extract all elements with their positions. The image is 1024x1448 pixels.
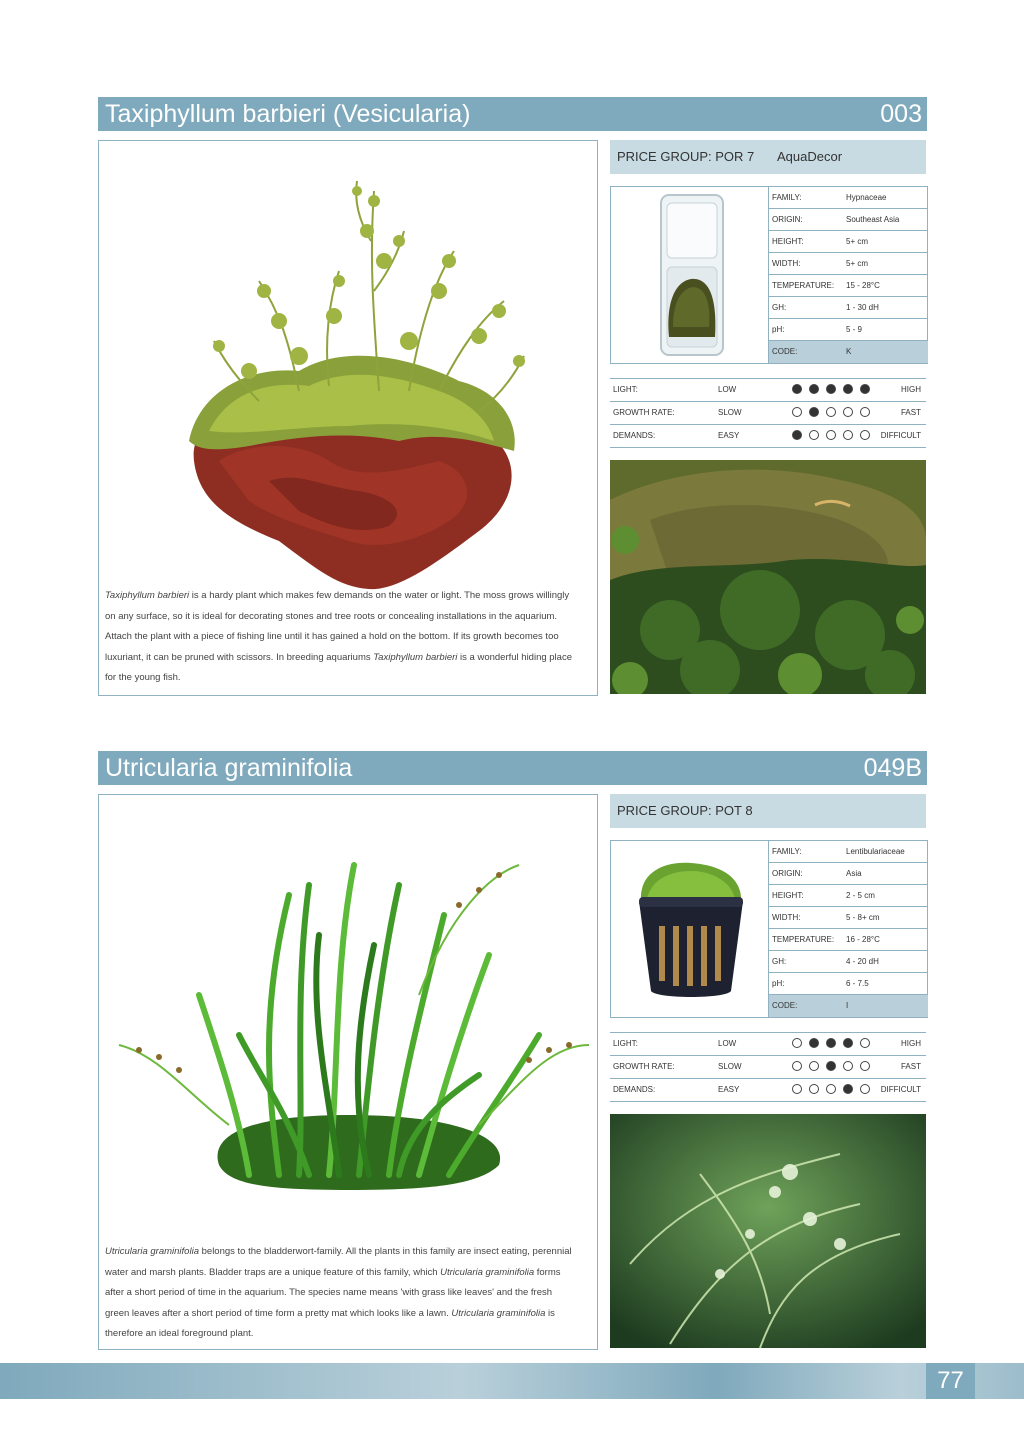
price-group-bar bbox=[610, 794, 926, 828]
rating-dot-empty bbox=[826, 430, 836, 440]
aquarium-photo-moss bbox=[610, 460, 926, 694]
rating-growth-rate: GROWTH RATE: SLOW FAST bbox=[610, 402, 926, 425]
rating-dot-filled bbox=[826, 1038, 836, 1048]
spec-row: TEMPERATURE: 16 - 28°C bbox=[769, 929, 928, 951]
rating-dot-empty bbox=[860, 1061, 870, 1071]
rating-dot-empty bbox=[860, 1084, 870, 1094]
spec-row: WIDTH: 5 - 8+ cm bbox=[769, 907, 928, 929]
moss-container-photo bbox=[611, 187, 768, 363]
rating-dot-filled bbox=[809, 384, 819, 394]
rating-dot-empty bbox=[860, 407, 870, 417]
rating-dot-filled bbox=[792, 384, 802, 394]
spec-row: CODE: K bbox=[769, 341, 928, 363]
rating-demands: DEMANDS: EASY DIFFICULT bbox=[613, 1085, 921, 1094]
rating-dot-empty bbox=[843, 1061, 853, 1071]
plant-description: Utricularia graminifolia belongs to the bladderwort-family. All the plants in this family are insect eating, perennial water and marsh plants. Bladder traps are a unique feature of this family, which Utricularia graminifolia forms after a short period of time in the aquarium. The species name means 'with grass like leaves' and the fresh green leaves after a short period of time form a pretty mat which looks like a lawn. Utricularia graminifolia is therefore an ideal foreground plant. bbox=[105, 1246, 572, 1340]
price-group-bar bbox=[610, 140, 926, 174]
illustration-box bbox=[98, 140, 598, 696]
page-number: 77 bbox=[926, 1363, 975, 1399]
rating-dot-filled bbox=[792, 430, 802, 440]
grass-plant-illustration bbox=[99, 795, 597, 1245]
rating-dot-filled bbox=[809, 1038, 819, 1048]
spec-row: HEIGHT: 2 - 5 cm bbox=[769, 885, 928, 907]
rating-dot-empty bbox=[792, 1038, 802, 1048]
rating-dot-empty bbox=[860, 430, 870, 440]
rating-dot-filled bbox=[860, 384, 870, 394]
spec-row: pH: 5 - 9 bbox=[769, 319, 928, 341]
rating-dot-empty bbox=[809, 430, 819, 440]
rating-dot-empty bbox=[826, 407, 836, 417]
plant-description: Taxiphyllum barbieri is a hardy plant which makes few demands on the water or light. The moss grows willingly on any surface, so it is ideal for decorating stones and tree roots or concealing installations in the aquarium. Attach the plant with a piece of fishing line until it has gained a hold on the bottom. If its growth becomes too luxuriant, it can be pruned with scissors. In breeding aquariums Taxiphyllum barbieri is a wonderful hiding place for the young fish. bbox=[105, 590, 572, 684]
rating-dot-empty bbox=[809, 1084, 819, 1094]
spec-row: TEMPERATURE: 15 - 28°C bbox=[769, 275, 928, 297]
spec-row: ORIGIN: Asia bbox=[769, 863, 928, 885]
spec-row: WIDTH: 5+ cm bbox=[769, 253, 928, 275]
rating-dot-filled bbox=[826, 1061, 836, 1071]
rating-box bbox=[610, 1032, 926, 1102]
price-group: PRICE GROUP: POR 7 bbox=[617, 149, 755, 164]
rating-dot-filled bbox=[843, 384, 853, 394]
plant-name: Utricularia graminifolia bbox=[105, 754, 353, 782]
rating-dot-filled bbox=[809, 407, 819, 417]
plant-code: 003 bbox=[880, 100, 922, 128]
spec-row: GH: 1 - 30 dH bbox=[769, 297, 928, 319]
rating-dot-empty bbox=[792, 1084, 802, 1094]
entry-title-bar bbox=[98, 97, 927, 131]
spec-box bbox=[610, 186, 928, 364]
spec-row: GH: 4 - 20 dH bbox=[769, 951, 928, 973]
rating-dot-empty bbox=[860, 1038, 870, 1048]
spec-row: pH: 6 - 7.5 bbox=[769, 973, 928, 995]
rating-dot-empty bbox=[843, 430, 853, 440]
spec-row: ORIGIN: Southeast Asia bbox=[769, 209, 928, 231]
rating-dot-empty bbox=[843, 407, 853, 417]
spec-box bbox=[610, 840, 928, 1018]
rating-light: LIGHT: LOW HIGH bbox=[610, 379, 926, 402]
spec-table bbox=[768, 841, 928, 1017]
moss-on-rock-illustration bbox=[99, 141, 597, 591]
price-group: PRICE GROUP: POT 8 bbox=[617, 803, 753, 818]
rating-box bbox=[610, 378, 926, 448]
rating-growth-rate: GROWTH RATE: SLOW FAST bbox=[610, 1056, 926, 1079]
spec-row: CODE: I bbox=[769, 995, 928, 1017]
supplier: AquaDecor bbox=[777, 149, 843, 164]
rating-dot-filled bbox=[843, 1038, 853, 1048]
rating-demands: DEMANDS: EASY DIFFICULT bbox=[613, 431, 921, 440]
rating-dot-empty bbox=[809, 1061, 819, 1071]
rating-dot-empty bbox=[826, 1084, 836, 1094]
potted-plant-photo bbox=[611, 841, 768, 1017]
rating-dot-filled bbox=[843, 1084, 853, 1094]
rating-dot-empty bbox=[792, 1061, 802, 1071]
spec-row: HEIGHT: 5+ cm bbox=[769, 231, 928, 253]
rating-light: LIGHT: LOW HIGH bbox=[610, 1033, 926, 1056]
rating-dot-empty bbox=[792, 407, 802, 417]
aquarium-photo-bladderwort bbox=[610, 1114, 926, 1348]
illustration-box bbox=[98, 794, 598, 1350]
rating-dot-filled bbox=[826, 384, 836, 394]
entry-title-bar bbox=[98, 751, 927, 785]
spec-table bbox=[768, 187, 928, 363]
spec-row: FAMILY: Hypnaceae bbox=[769, 187, 928, 209]
plant-code: 049B bbox=[863, 754, 922, 782]
footer-band bbox=[0, 1363, 1024, 1399]
plant-name: Taxiphyllum barbieri (Vesicularia) bbox=[105, 100, 471, 128]
spec-row: FAMILY: Lentibulariaceae bbox=[769, 841, 928, 863]
